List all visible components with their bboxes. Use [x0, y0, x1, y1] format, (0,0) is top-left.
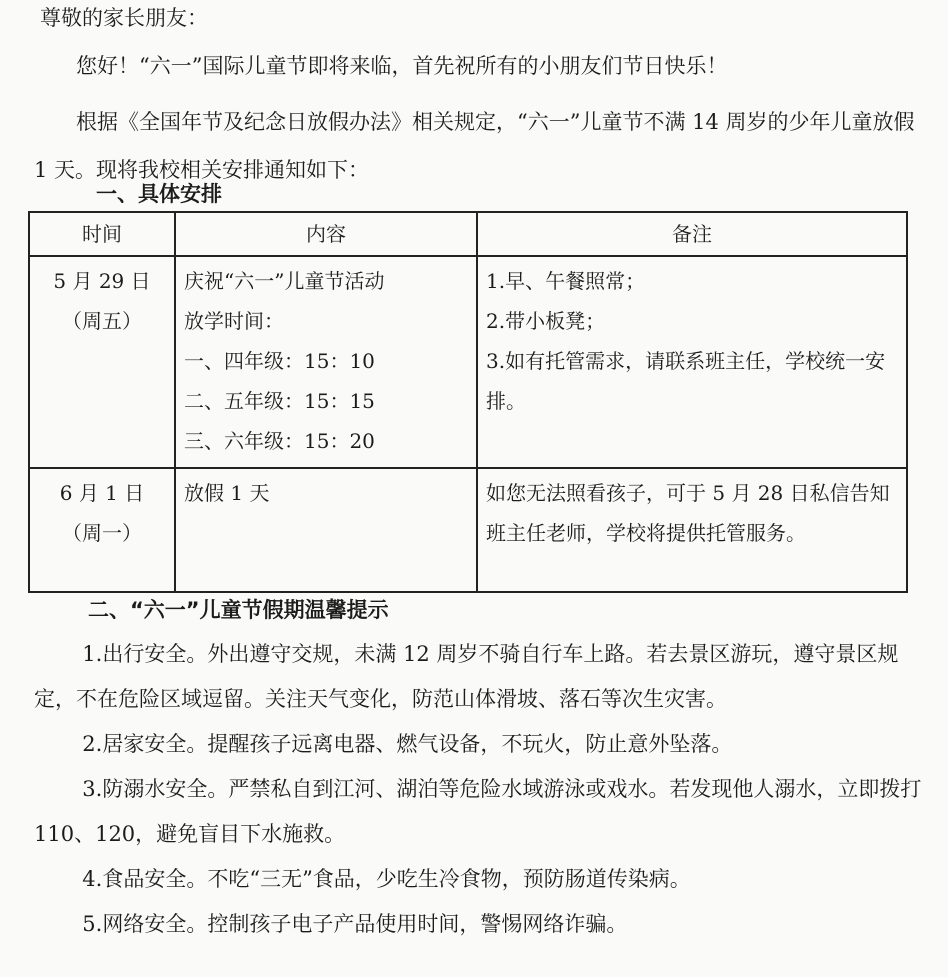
content-cell [175, 256, 477, 468]
table-row [29, 468, 907, 592]
time-cell [29, 468, 175, 592]
schedule-table [28, 211, 908, 593]
time-weekday: （周一） [62, 521, 142, 545]
tip-item: 5.网络安全。控制孩子电子产品使用时间，警惕网络诈骗。 [82, 912, 628, 936]
section-title-schedule: 一、具体安排 [96, 182, 222, 206]
content-line: 放学时间： [184, 309, 284, 333]
content-line: 放假 1 天 [184, 481, 270, 505]
content-line: 二、五年级：15：15 [184, 389, 375, 413]
content-line: 庆祝“六一”儿童节活动 [184, 269, 385, 293]
intro-paragraph: 根据《全国年节及纪念日放假办法》相关规定，“六一”儿童节不满 14 周岁的少年儿童放假 1 天。现将我校相关安排通知如下： [34, 110, 915, 182]
content-line: 三、六年级：15：20 [184, 429, 375, 453]
note-line: 1.早、午餐照常； [486, 269, 646, 293]
note-line: 如您无法照看孩子，可于 5 月 28 日私信告知班主任老师，学校将提供托管服务。 [486, 481, 890, 545]
tips-list [34, 632, 926, 947]
header-time: 时间 [29, 212, 175, 256]
content-cell [175, 468, 477, 592]
note-line: 2.带小板凳； [486, 309, 606, 333]
table-header-row [29, 212, 907, 256]
tip-item: 1.出行安全。外出遵守交规，未满 12 周岁不骑自行车上路。若去景区游玩，遵守景区规定，不在危险区域逗留。关注天气变化，防范山体滑坡、落石等次生灾害。 [34, 642, 899, 711]
note-line: 3.如有托管需求，请联系班主任，学校统一安排。 [486, 349, 886, 413]
tip-item: 3.防溺水安全。严禁私自到江河、湖泊等危险水域游泳或戏水。若发现他人溺水，立即拨打 110、120，避免盲目下水施救。 [34, 777, 922, 846]
section-title-tips: 二、“六一”儿童节假期温馨提示 [88, 598, 389, 622]
header-content: 内容 [175, 212, 477, 256]
salutation: 尊敬的家长朋友： [40, 6, 208, 30]
notes-cell [477, 468, 907, 592]
time-cell [29, 256, 175, 468]
greeting-paragraph: 您好！“六一”国际儿童节即将来临，首先祝所有的小朋友们节日快乐！ [76, 54, 728, 78]
notes-cell [477, 256, 907, 468]
tip-item: 2.居家安全。提醒孩子远离电器、燃气设备，不玩火，防止意外坠落。 [82, 732, 733, 756]
time-date: 6 月 1 日 [59, 481, 145, 505]
table-row [29, 256, 907, 468]
time-weekday: （周五） [62, 309, 142, 333]
time-date: 5 月 29 日 [53, 269, 151, 293]
content-line: 一、四年级：15：10 [184, 349, 375, 373]
tip-item: 4.食品安全。不吃“三无”食品，少吃生冷食物，预防肠道传染病。 [82, 867, 691, 891]
header-notes: 备注 [477, 212, 907, 256]
